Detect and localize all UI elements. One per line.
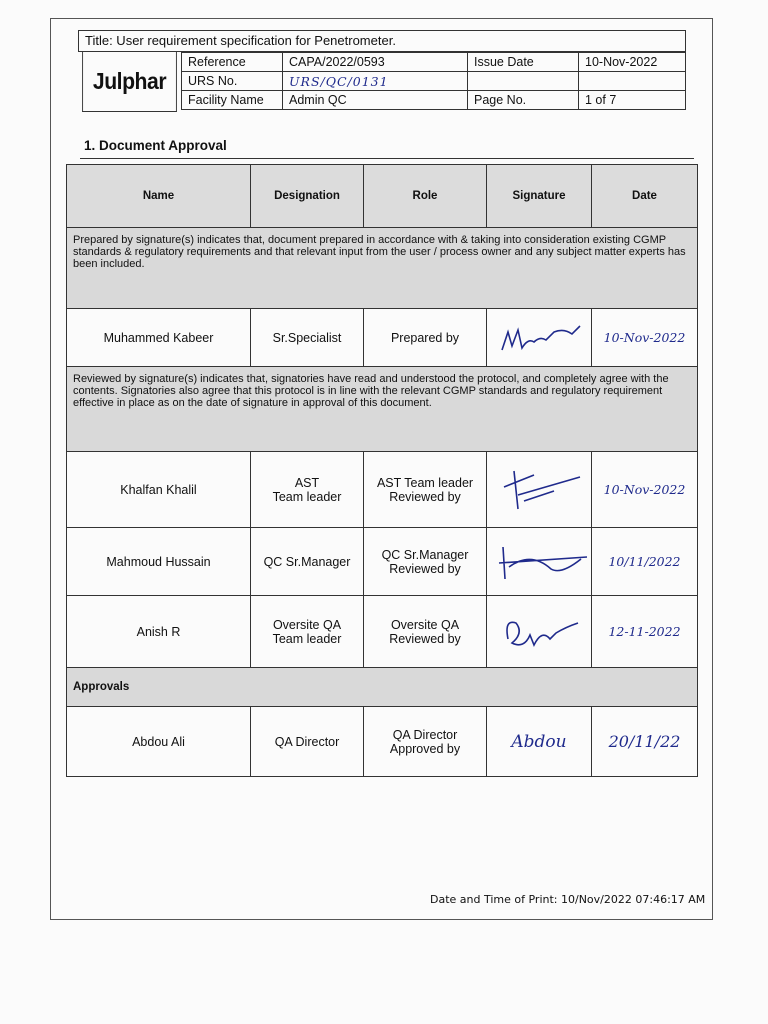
urs-value: URS/QC/0131 [283, 72, 468, 91]
signatory-name: Muhammed Kabeer [67, 309, 251, 367]
table-header-row [67, 165, 698, 228]
approval-table [66, 164, 698, 777]
facility-label: Facility Name [182, 91, 283, 110]
signatory-role: Prepared by [364, 309, 487, 367]
signature-date: 10-Nov-2022 [592, 309, 698, 367]
signatory-role: QC Sr.Manager Reviewed by [364, 528, 487, 596]
table-row [67, 707, 698, 777]
issue-date-value: 10-Nov-2022 [579, 53, 686, 72]
signature-mahmoud [491, 539, 591, 585]
issue-date-label: Issue Date [468, 53, 579, 72]
col-header-date: Date [592, 165, 698, 228]
document-title: Title: User requirement specification for Penetrometer. [78, 30, 686, 52]
signature-date: 10/11/2022 [592, 528, 698, 596]
col-header-designation: Designation [251, 165, 364, 228]
signatory-designation: AST Team leader [251, 452, 364, 528]
company-logo: Julphar [82, 52, 177, 112]
page-label: Page No. [468, 91, 579, 110]
reference-label: Reference [182, 53, 283, 72]
signature-image [487, 309, 592, 367]
signatory-name: Abdou Ali [67, 707, 251, 777]
reviewed-note-row [67, 367, 698, 452]
approvals-section-row [67, 668, 698, 707]
signatory-designation: QA Director [251, 707, 364, 777]
signature-date: 12-11-2022 [592, 596, 698, 668]
approvals-label: Approvals [67, 668, 698, 707]
signature-date: 10-Nov-2022 [592, 452, 698, 528]
prepared-note: Prepared by signature(s) indicates that, document prepared in accordance with & taking into consideration existing CGMP standards & regulatory requirements and that relevant input from the user / process owner and any subject matter experts has been included. [67, 228, 698, 309]
col-header-name: Name [67, 165, 251, 228]
blank-cell [468, 72, 579, 91]
signatory-designation: Oversite QA Team leader [251, 596, 364, 668]
table-row [67, 452, 698, 528]
table-row [67, 528, 698, 596]
signature-abdou: Abdou [487, 707, 592, 777]
signature-kabeer [494, 318, 584, 358]
signatory-role: QA Director Approved by [364, 707, 487, 777]
signature-image [487, 452, 592, 528]
blank-cell [579, 72, 686, 91]
col-header-signature: Signature [487, 165, 592, 228]
section-title: 1. Document Approval [84, 138, 227, 153]
reference-value: CAPA/2022/0593 [283, 53, 468, 72]
signatory-name: Mahmoud Hussain [67, 528, 251, 596]
signature-image [487, 528, 592, 596]
signatory-role: AST Team leader Reviewed by [364, 452, 487, 528]
section-divider [80, 158, 694, 159]
facility-value: Admin QC [283, 91, 468, 110]
signatory-designation: QC Sr.Manager [251, 528, 364, 596]
signature-anish [494, 609, 584, 655]
prepared-note-row [67, 228, 698, 309]
print-timestamp: Date and Time of Print: 10/Nov/2022 07:46:17 AM [430, 893, 706, 906]
header-grid [181, 52, 686, 110]
col-header-role: Role [364, 165, 487, 228]
urs-label: URS No. [182, 72, 283, 91]
signatory-designation: Sr.Specialist [251, 309, 364, 367]
table-row [67, 596, 698, 668]
reviewed-note: Reviewed by signature(s) indicates that, signatories have read and understood the protocol, and completely agree with the contents. Signatories also agree that this protocol is in line with the relevant CGMP standards and regulatory requirement effective in place as on the date of signature in approval of this document. [67, 367, 698, 452]
signatory-role: Oversite QA Reviewed by [364, 596, 487, 668]
signature-date: 20/11/22 [592, 707, 698, 777]
table-row [67, 309, 698, 367]
signature-image [487, 596, 592, 668]
page-value: 1 of 7 [579, 91, 686, 110]
signatory-name: Anish R [67, 596, 251, 668]
document-header [78, 30, 687, 114]
signature-khalfan [494, 465, 584, 515]
signatory-name: Khalfan Khalil [67, 452, 251, 528]
